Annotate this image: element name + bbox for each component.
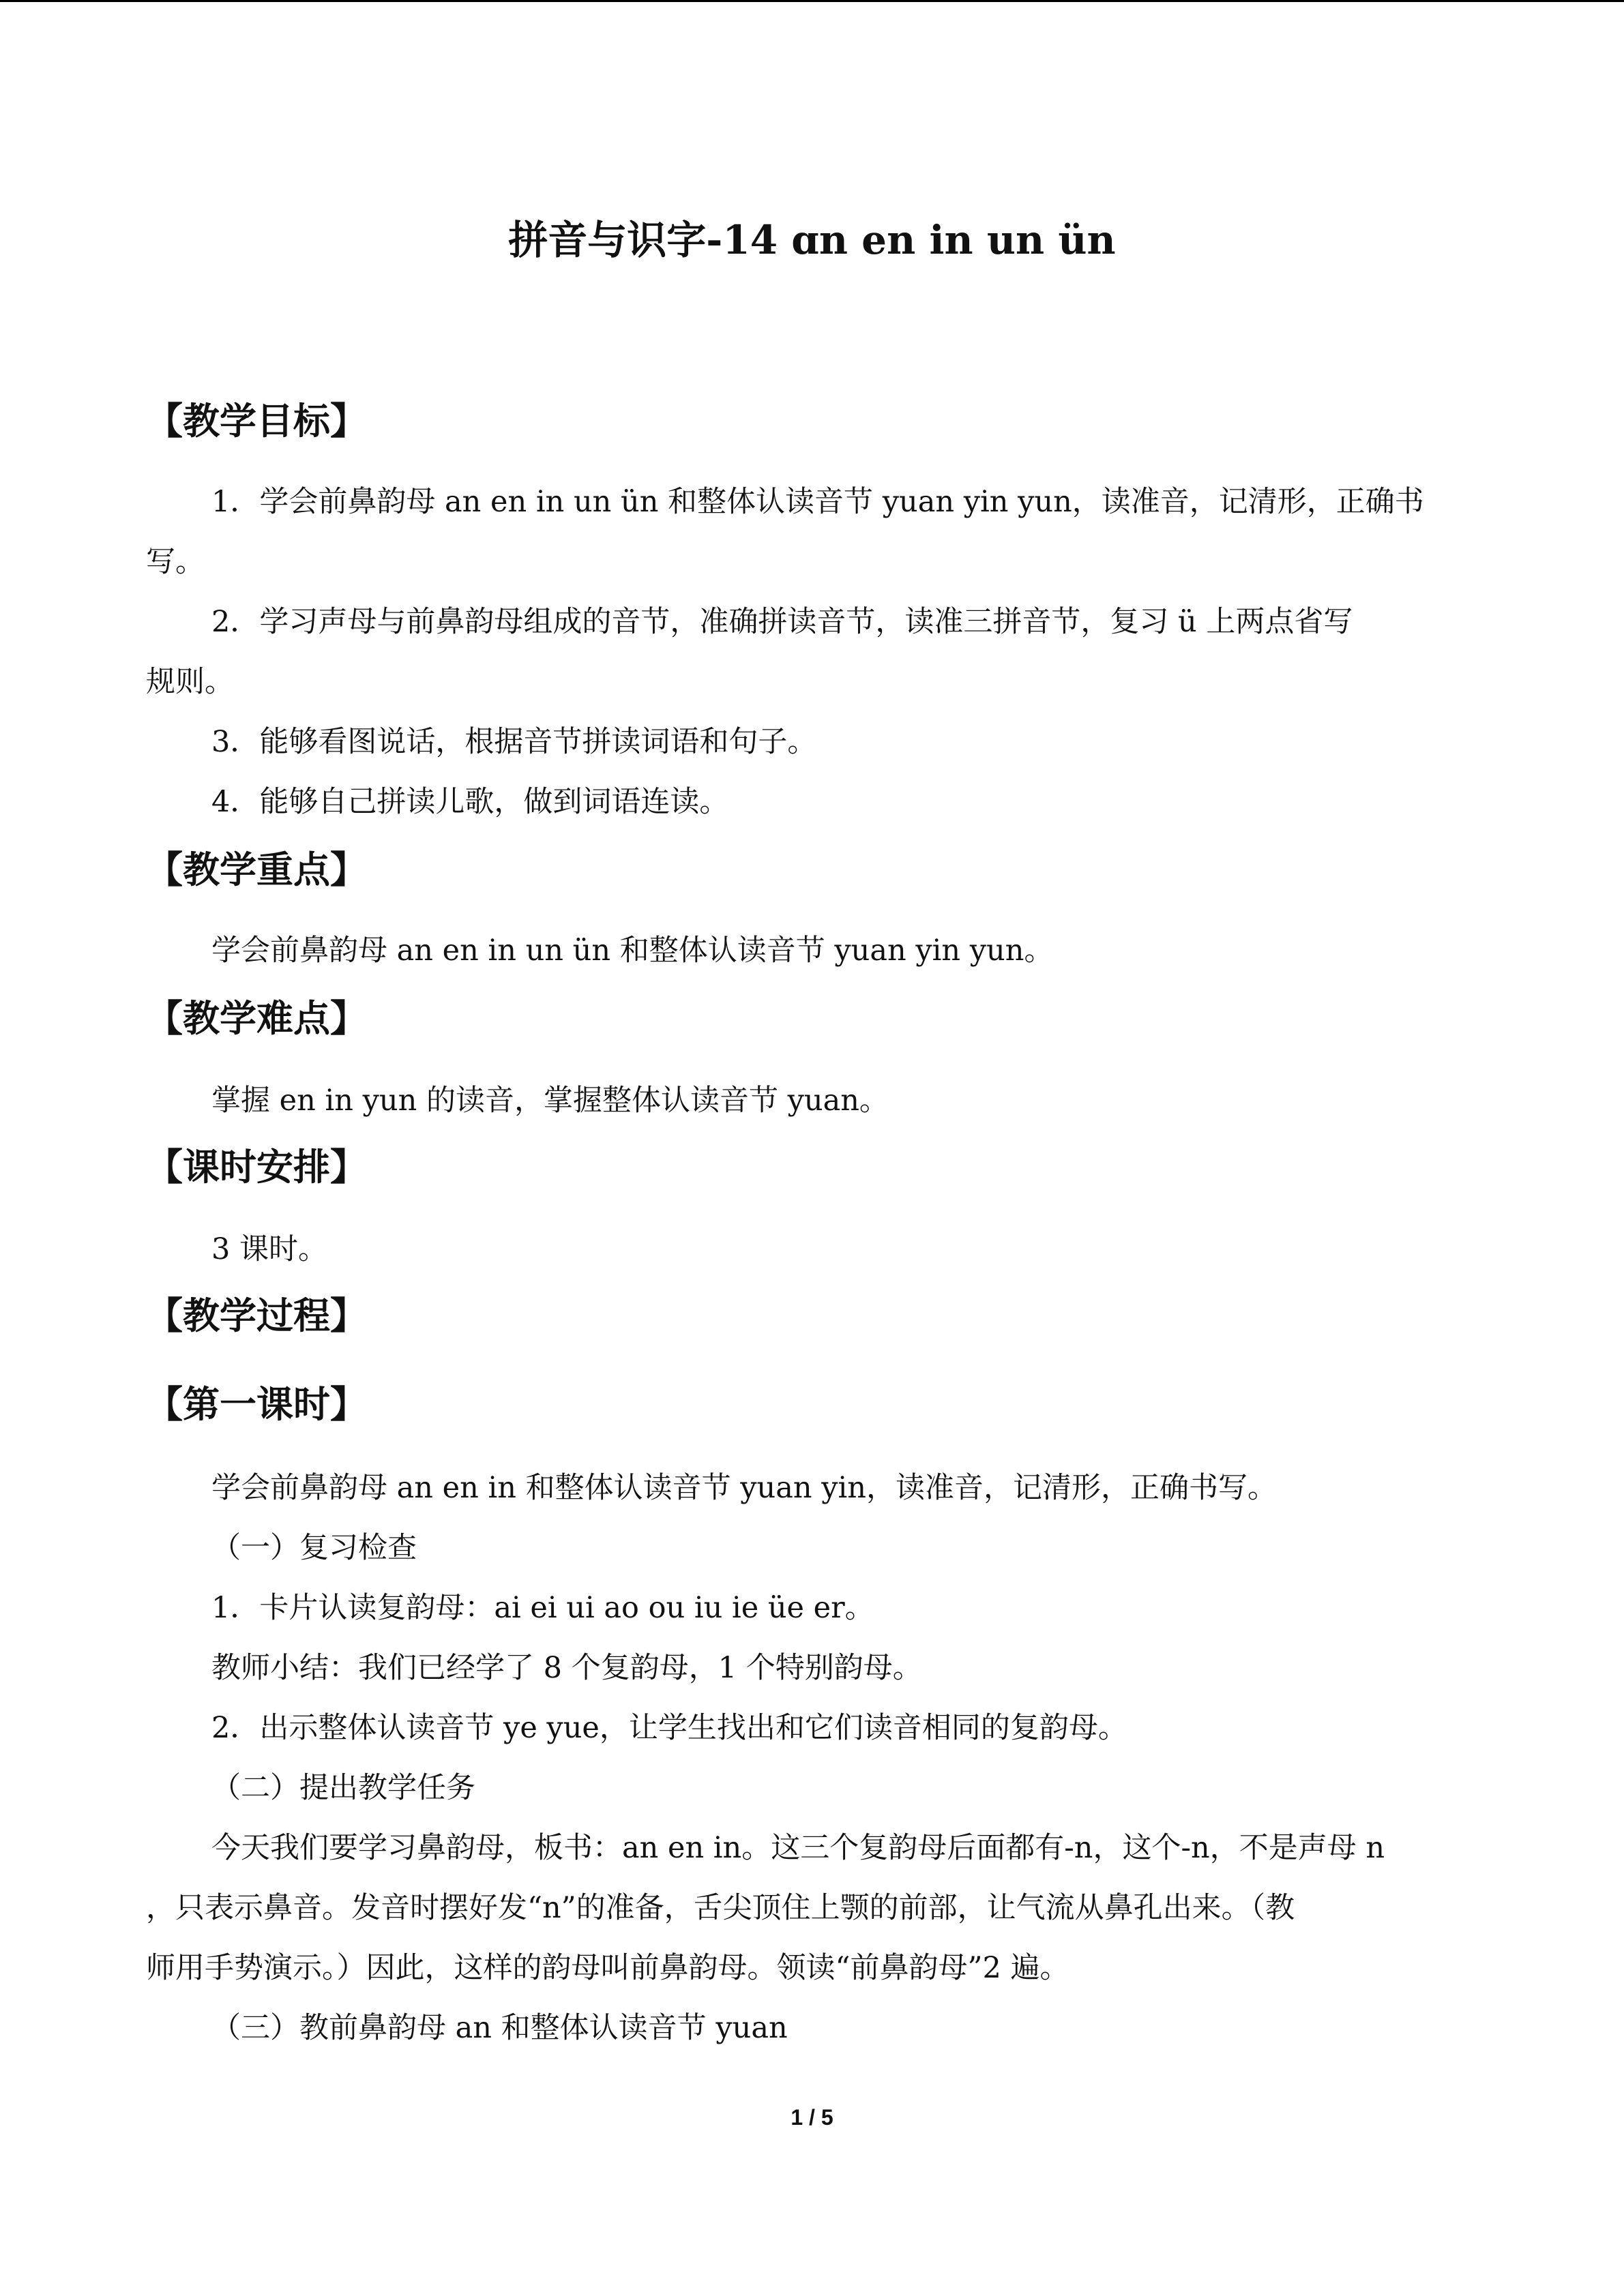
objective-1-line2: 写。 xyxy=(146,545,205,579)
heading-schedule: 【课时安排】 xyxy=(146,1145,367,1189)
objective-2-line1: 2．学习声母与前鼻韵母组成的音节，准确拼读音节，读准三拼音节，复习 ü 上两点省写 xyxy=(211,605,1353,639)
heading-lesson1: 【第一课时】 xyxy=(146,1382,367,1426)
heading-objectives: 【教学目标】 xyxy=(146,399,367,443)
lesson1-line-4: 教师小结：我们已经学了 8 个复韵母，1 个特别韵母。 xyxy=(211,1651,922,1685)
page-number: 1 / 5 xyxy=(791,2105,833,2130)
heading-difficulties: 【教学难点】 xyxy=(146,996,367,1040)
lesson1-line-8: ，只表示鼻音。发音时摆好发“n”的准备，舌尖顶住上颚的前部，让气流从鼻孔出来。（教 xyxy=(146,1891,1295,1925)
lesson1-line-9: 师用手势演示。）因此，这样的韵母叫前鼻韵母。领读“前鼻韵母”2 遍。 xyxy=(146,1951,1069,1985)
lesson1-line-5: 2．出示整体认读音节 ye yue，让学生找出和它们读音相同的复韵母。 xyxy=(211,1711,1127,1745)
objective-2-line2: 规则。 xyxy=(146,665,234,699)
key-points-text: 学会前鼻韵母 an en in un ün 和整体认读音节 yuan yin yun。 xyxy=(211,934,1054,968)
objective-1-line1: 1．学会前鼻韵母 an en in un ün 和整体认读音节 yuan yin yun，读准音，记清形，正确书 xyxy=(211,485,1424,519)
lesson1-line-3: 1．卡片认读复韵母：ai ei ui ao ou iu ie üe er。 xyxy=(211,1591,874,1625)
document-title: 拼音与识字-14 ɑn en in un ün xyxy=(508,217,1116,263)
lesson1-line-6: （二）提出教学任务 xyxy=(211,1771,475,1805)
top-border-line xyxy=(0,0,1624,2)
objective-3: 3．能够看图说话，根据音节拼读词语和句子。 xyxy=(211,725,817,759)
heading-key-points: 【教学重点】 xyxy=(146,848,367,891)
schedule-text: 3 课时。 xyxy=(211,1232,328,1266)
objective-4: 4．能够自己拼读儿歌，做到词语连读。 xyxy=(211,785,729,819)
lesson1-line-2: （一）复习检查 xyxy=(211,1531,417,1565)
difficulties-text: 掌握 en in yun 的读音，掌握整体认读音节 yuan。 xyxy=(211,1084,889,1118)
heading-process: 【教学过程】 xyxy=(146,1294,367,1337)
lesson1-line-10: （三）教前鼻韵母 an 和整体认读音节 yuan xyxy=(211,2011,788,2045)
lesson1-line-7: 今天我们要学习鼻韵母，板书：an en in。这三个复韵母后面都有-n，这个-n，不是声母 n xyxy=(211,1831,1385,1865)
lesson1-line-1: 学会前鼻韵母 an en in 和整体认读音节 yuan yin，读准音，记清形，正确书写。 xyxy=(211,1471,1277,1505)
